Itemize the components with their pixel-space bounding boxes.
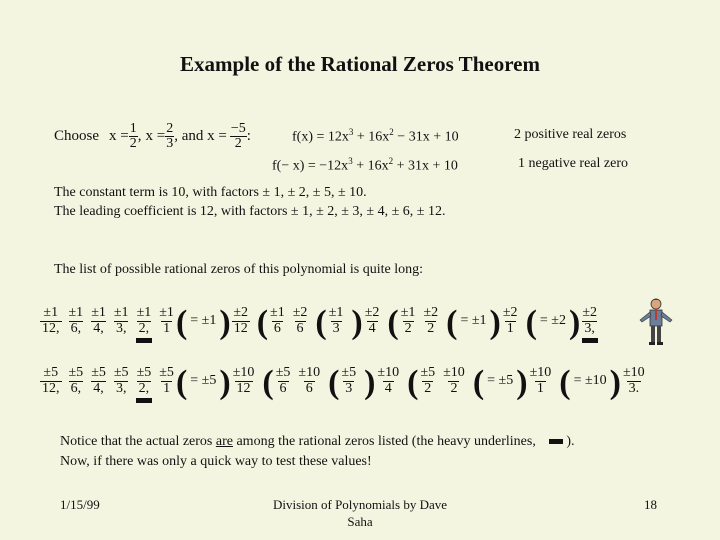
negative-zeros: 1 negative real zero <box>518 156 628 171</box>
candidate: ±5 6 <box>275 365 291 396</box>
paren-close: ) <box>516 364 528 402</box>
choose-label: Choose <box>54 128 99 144</box>
candidate: ±5 12, <box>42 365 60 396</box>
candidate: ±2 1 <box>502 305 518 336</box>
candidate: ±1 12, <box>42 305 60 336</box>
presenter-figure-icon <box>636 298 676 346</box>
paren-close: ) <box>489 304 501 342</box>
candidates-row-1 <box>40 304 604 342</box>
paren-open: ( <box>525 304 537 342</box>
candidate-actual-zero: ±5 2, <box>136 366 153 396</box>
paren-open: ( <box>175 364 188 402</box>
candidate-actual-zero: ±1 2, <box>136 306 153 336</box>
candidate: ±5 6, <box>68 365 84 396</box>
equals-value: = ±5 <box>487 373 514 389</box>
paren-close: ) <box>364 364 376 402</box>
candidate: ±1 1 <box>159 305 174 336</box>
page-number: 18 <box>644 497 657 512</box>
candidate: ±10 6 <box>298 365 321 396</box>
candidate: ±1 2 <box>400 305 416 336</box>
footer-title: Division of Polynomials by Dave Saha <box>272 497 448 529</box>
candidate: ±5 4, <box>91 365 106 396</box>
paren-close: ) <box>609 364 621 402</box>
x2-sep: , and x = <box>174 128 227 144</box>
x3-colon: : <box>246 128 251 144</box>
candidate: ±10 4 <box>377 365 400 396</box>
equals-value: = ±1 <box>190 313 217 329</box>
fx-equation: $f(x) = 12x^3 + 16x^2 - 31x + 10$ <box>292 127 459 145</box>
x3-fraction: $\frac{-5}{2}$ <box>230 121 246 151</box>
footer-date: 1/15/99 <box>60 497 100 512</box>
candidate: ±5 3, <box>113 365 129 396</box>
equals-value: = ±10 <box>573 373 607 389</box>
candidate-actual-zero: ±2 3, <box>581 306 598 336</box>
candidate: ±2 2 <box>423 305 439 336</box>
choose-line <box>54 122 251 151</box>
quick-test-text: Now, if there was only a quick way to test these values! <box>60 454 372 469</box>
x2-prefix: x = <box>145 128 166 144</box>
leading-coeff-text: The leading coefficient is 12, with factors ± 1, ± 2, ± 3, ± 4, ± 6, ± 12. <box>54 204 446 219</box>
x1-fraction: $\frac{1}{2}$ <box>129 121 137 151</box>
constant-term-text: The constant term is 10, with factors ± 1, ± 2, ± 5, ± 10. <box>54 185 367 200</box>
candidate: ±2 4 <box>364 305 380 336</box>
candidate: ±5 2 <box>420 365 436 396</box>
list-intro: The list of possible rational zeros of this polynomial is quite long: <box>54 262 424 277</box>
candidate: ±10 3. <box>623 365 645 396</box>
candidate: ±5 3 <box>341 365 357 396</box>
slide-title: Example of the Rational Zeros Theorem <box>180 52 540 76</box>
candidate: ±1 3, <box>113 305 129 336</box>
paren-open: ( <box>446 304 458 342</box>
paren-open: ( <box>315 304 327 342</box>
paren-open: ( <box>387 304 399 342</box>
zero-underline <box>136 398 152 403</box>
zero-underline <box>136 338 152 343</box>
paren-open: ( <box>559 364 571 402</box>
candidate: ±1 6, <box>68 305 84 336</box>
x1-prefix: x = <box>109 128 129 144</box>
candidate: ±10 12 <box>232 365 255 396</box>
equals-value: = ±5 <box>190 373 217 389</box>
paren-open: ( <box>175 304 188 342</box>
candidate: ±5 1 <box>159 365 174 396</box>
candidate: ±10 2 <box>443 365 465 396</box>
candidates-row-2 <box>40 364 652 402</box>
candidate: ±1 4, <box>91 305 106 336</box>
candidate: ±2 6 <box>292 305 308 336</box>
paren-open: ( <box>262 364 274 402</box>
paren-open: ( <box>472 364 485 402</box>
candidate: ±1 6 <box>270 305 285 336</box>
paren-open: ( <box>328 364 340 402</box>
candidate: ±2 12 <box>233 305 249 336</box>
x2-fraction: $\frac{2}{3}$ <box>166 121 174 151</box>
paren-close: ) <box>351 304 363 342</box>
paren-close: ) <box>568 304 581 342</box>
equals-value: = ±2 <box>539 313 566 329</box>
paren-close: ) <box>219 304 231 342</box>
paren-open: ( <box>407 364 419 402</box>
fnegx-equation: $f(- x) = -12x^3 + 16x^2 + 31x + 10$ <box>272 156 458 174</box>
underline-legend <box>549 439 563 444</box>
equals-value: = ±1 <box>460 313 487 329</box>
candidate: ±10 1 <box>529 365 552 396</box>
zero-underline <box>582 338 598 343</box>
candidate: ±1 3 <box>328 305 344 336</box>
paren-close: ) <box>219 364 231 402</box>
x1-sep: , <box>137 128 142 144</box>
notice-text: Notice that the actual zeros are among the rational zeros listed (the heavy underlines, ). <box>60 434 575 449</box>
positive-zeros: 2 positive real zeros <box>514 127 627 142</box>
paren-open: ( <box>256 304 269 342</box>
